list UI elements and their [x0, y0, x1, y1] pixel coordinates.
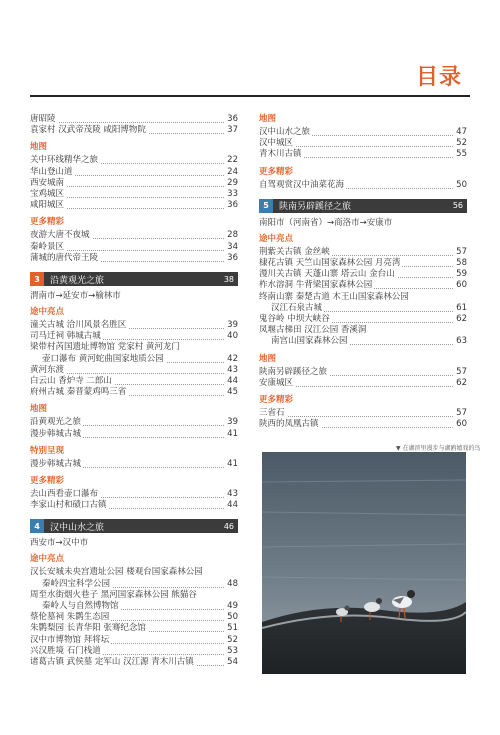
toc-entry-page: 57: [456, 246, 467, 257]
section-heading-highlights: 途中亮点: [259, 233, 294, 244]
chapter-bar-4[interactable]: [30, 519, 238, 533]
chapter-page: 46: [223, 521, 234, 531]
map-entries: [30, 155, 238, 211]
more-entries: [30, 230, 238, 264]
chapter-number: 3: [30, 272, 44, 286]
toc-entry[interactable]: [30, 646, 238, 657]
chapter-page: 38: [223, 274, 234, 284]
toc-entry-title: 鬼谷岭 中坝大峡谷: [259, 314, 330, 325]
toc-entry-title: 秦岭景区: [30, 241, 65, 252]
toc-entry-page: 44: [227, 500, 238, 511]
photo-gulls-on-shore: [262, 452, 466, 674]
more-entries: [259, 180, 467, 191]
toc-entry[interactable]: [30, 320, 238, 331]
top-entries: [30, 114, 238, 136]
toc-entry[interactable]: [30, 590, 238, 601]
toc-entry-page: 60: [456, 280, 467, 291]
toc-entry-page: 47: [456, 127, 467, 137]
photo-caption: ▼ 在湖滨里漫步与湖鸥嬉戏的鸟: [396, 445, 481, 452]
toc-entry[interactable]: [30, 253, 238, 264]
chapter-name: 陕南另辟蹊径之旅: [279, 202, 352, 213]
toc-entry[interactable]: [30, 417, 238, 428]
toc-entry-page: 37: [227, 125, 238, 136]
toc-entry-title: 安康城区: [259, 377, 294, 388]
section-heading-special: 特别呈现: [30, 445, 65, 456]
toc-entry-title: 关中环线精华之旅: [30, 155, 99, 166]
toc-entry-page: 52: [227, 634, 238, 645]
header-rule: [30, 95, 470, 97]
toc-entry-title: 终南山寨 秦楚古道 木王山国家森林公园: [259, 291, 409, 302]
toc-entry-page: 28: [227, 230, 238, 241]
chapter-number: 4: [30, 519, 44, 533]
toc-entry-page: 61: [456, 302, 467, 313]
toc-entry-title: 府州古城 秦晋蒙鸡鸣三省: [30, 387, 127, 398]
toc-entry[interactable]: [30, 354, 238, 365]
toc-entry-page: 43: [227, 489, 238, 500]
toc-entry[interactable]: [259, 408, 467, 419]
toc-entry-page: 41: [227, 428, 238, 439]
section-heading-more: 更多精彩: [30, 476, 65, 487]
toc-entry-title: 袁家村 汉武帝茂陵 咸阳博物院: [30, 125, 146, 136]
page-title: 目录: [415, 65, 462, 90]
toc-entry[interactable]: [259, 336, 467, 347]
toc-entry-page: 42: [227, 353, 238, 364]
section-heading-map: 地图: [30, 142, 48, 153]
toc-entry-title: 兴汉胜境 石门栈道: [30, 645, 101, 656]
chapter-route: 南阳市（河南省）→商洛市→安康市: [259, 217, 393, 228]
toc-entry[interactable]: [30, 429, 238, 440]
toc-entry[interactable]: [30, 579, 238, 590]
toc-entry-title: 周至水街烟火巷子 黑河国家森林公园 熊猫谷: [30, 589, 197, 600]
toc-entry[interactable]: [259, 138, 467, 149]
section-heading-more: 更多精彩: [30, 217, 65, 228]
section-heading-more: 更多精彩: [259, 166, 294, 177]
toc-entry[interactable]: [30, 365, 238, 376]
toc-entry[interactable]: [30, 612, 238, 623]
toc-entry[interactable]: [30, 459, 238, 470]
toc-entry[interactable]: [30, 178, 238, 189]
toc-entry-page: 62: [456, 314, 467, 325]
toc-entry[interactable]: [30, 200, 238, 211]
toc-entry[interactable]: [30, 657, 238, 668]
toc-entry-title: 秦岭四宝科学公园: [30, 579, 112, 589]
toc-entry[interactable]: [259, 303, 467, 314]
toc-entry-title: 荆紫关古镇 金丝峡: [259, 246, 330, 257]
section-heading-map: 地图: [30, 404, 48, 415]
toc-entry[interactable]: [30, 125, 238, 136]
section-heading-map: 地图: [259, 353, 277, 364]
toc-entry-title: 青木川古镇: [259, 149, 302, 160]
toc-entry-page: 51: [227, 623, 238, 634]
toc-entry-title: 漫步韩城古城: [30, 428, 82, 439]
toc-entry-title: 咸阳城区: [30, 200, 65, 211]
toc-entry-page: 43: [227, 364, 238, 375]
toc-entry-title: 潼关古城 洽川风景名胜区: [30, 320, 127, 331]
section-heading-more: 更多精彩: [259, 395, 294, 406]
chapter-bar-5[interactable]: [259, 199, 467, 213]
photo-image: [262, 452, 466, 674]
toc-entry[interactable]: [30, 387, 238, 398]
toc-entry[interactable]: [30, 242, 238, 253]
toc-entry[interactable]: [30, 489, 238, 500]
toc-entry-title: 沿黄观光之旅: [30, 417, 82, 428]
toc-entry-title: 司马迁祠 韩城古城: [30, 331, 101, 342]
toc-entry-page: 29: [227, 177, 238, 188]
toc-entry-title: 陕西的凤凰古镇: [259, 419, 319, 430]
toc-entry-title: 自驾观赏汉中油菜花海: [259, 179, 345, 190]
section-heading-map: 地图: [259, 114, 277, 124]
toc-entry[interactable]: [259, 419, 467, 430]
toc-entry-title: 南宫山国家森林公园: [259, 336, 350, 346]
toc-entry-title: 汉中城区: [259, 138, 294, 149]
toc-entry[interactable]: [259, 247, 467, 258]
toc-entry-title: 三省石: [259, 408, 285, 419]
map-entries: [259, 127, 467, 161]
toc-entry-page: 34: [227, 241, 238, 252]
toc-entry-title: 唐昭陵: [30, 114, 56, 124]
toc-entry-page: 33: [227, 189, 238, 200]
toc-entry-title: 白云山 香炉寺 二郎山: [30, 376, 112, 387]
toc-entry-page: 39: [227, 417, 238, 428]
toc-entry-title: 朱鹮梨园 长青华阳 张骞纪念馆: [30, 623, 146, 634]
toc-entry-title: 梁带村芮国遗址博物馆 党家村 黄河龙门: [30, 342, 180, 353]
toc-entry[interactable]: [30, 635, 238, 646]
highlight-entries: [259, 247, 467, 348]
toc-entry[interactable]: [30, 230, 238, 241]
toc-entry[interactable]: [30, 601, 238, 612]
toc-entry[interactable]: [30, 623, 238, 634]
toc-entry-page: 57: [456, 366, 467, 377]
toc-entry[interactable]: [30, 376, 238, 387]
toc-entry-title: 陕南另辟蹊径之旅: [259, 366, 328, 377]
toc-entry[interactable]: [259, 258, 467, 269]
toc-entry-title: 柞水溶洞 牛背梁国家森林公园: [259, 280, 373, 291]
toc-entry[interactable]: [259, 292, 467, 303]
chapter-number: 5: [259, 199, 273, 213]
toc-entry-page: 50: [456, 179, 467, 190]
toc-entry-page: 39: [227, 320, 238, 331]
toc-entry-title: 凤堰古梯田 汉江公园 香溪洞: [259, 325, 367, 336]
toc-entry-page: 36: [227, 200, 238, 211]
toc-entry[interactable]: [259, 149, 467, 160]
toc-entry-page: 50: [227, 612, 238, 623]
toc-entry-title: 秦岭人与自然博物馆: [30, 601, 121, 611]
toc-entry-page: 40: [227, 331, 238, 342]
section-heading-highlights: 途中亮点: [30, 307, 65, 318]
toc-entry[interactable]: [30, 167, 238, 178]
toc-entry-title: 西安城南: [30, 177, 65, 188]
toc-entry-page: 36: [227, 252, 238, 263]
toc-entry[interactable]: [259, 180, 467, 191]
toc-entry-title: 漫步韩城古城: [30, 458, 82, 469]
toc-entry[interactable]: [30, 189, 238, 200]
toc-entry[interactable]: [259, 367, 467, 378]
toc-entry-page: 22: [227, 155, 238, 166]
chapter-route: 西安市→汉中市: [30, 538, 89, 549]
toc-entry-page: 52: [456, 138, 467, 149]
toc-entry[interactable]: [259, 269, 467, 280]
toc-entry-title: 华山登山道: [30, 166, 73, 177]
toc-entry[interactable]: [259, 378, 467, 389]
more-entries: [30, 489, 238, 511]
toc-entry-title: 去山西看壶口瀑布: [30, 489, 99, 500]
toc-entry-title: 诸葛古镇 武侯墓 定军山 汉江源 青木川古镇: [30, 657, 194, 668]
map-entries: [30, 417, 238, 439]
toc-entry-page: 49: [227, 601, 238, 612]
toc-entry-page: 36: [227, 114, 238, 124]
toc-entry-page: 60: [456, 419, 467, 430]
toc-entry-page: 24: [227, 166, 238, 177]
toc-entry[interactable]: [30, 114, 238, 125]
toc-entry-page: 45: [227, 387, 238, 398]
toc-entry-page: 41: [227, 458, 238, 469]
special-entries: [30, 459, 238, 470]
toc-entry-title: 李家山村和碛口古镇: [30, 500, 107, 511]
chapter-name: 汉中山水之旅: [50, 522, 105, 533]
left-column: [30, 114, 238, 674]
toc-entry-title: 蒲城的唐代帝王陵: [30, 252, 99, 263]
toc-entry-title: 汉长安城未央宫遗址公园 楼观台国家森林公园: [30, 567, 203, 578]
chapter-bar-3[interactable]: [30, 272, 238, 286]
highlight-entries: [30, 567, 238, 668]
toc-entry[interactable]: [30, 342, 238, 353]
section-heading-highlights: 途中亮点: [30, 554, 65, 565]
toc-entry-page: 58: [456, 258, 467, 269]
toc-entry[interactable]: [30, 500, 238, 511]
toc-entry-title: 蔡伦墓祠 朱鹮生态园: [30, 612, 110, 623]
toc-entry-page: 48: [227, 578, 238, 589]
toc-entry-page: 63: [456, 336, 467, 347]
chapter-name: 沿黄观光之旅: [50, 275, 105, 286]
toc-entry[interactable]: [30, 331, 238, 342]
chapter-page: 56: [452, 201, 463, 211]
toc-entry-page: 57: [456, 408, 467, 419]
chapter-route: 渭南市→延安市→榆林市: [30, 291, 121, 302]
toc-entry[interactable]: [259, 325, 467, 336]
toc-entry-title: 棣花古镇 天竺山国家森林公园 月亮湾: [259, 258, 401, 269]
toc-entry-title: 宝鸡城区: [30, 189, 65, 200]
toc-entry-title: 黄河东渡: [30, 364, 65, 375]
toc-entry-title: 汉中市博物馆 拜将坛: [30, 634, 110, 645]
toc-entry-page: 54: [227, 657, 238, 668]
toc-entry-title: 夜游大唐不夜城: [30, 230, 90, 241]
toc-entry-title: 壶口瀑布 黄河蛇曲国家地质公园: [30, 354, 166, 364]
toc-entry-page: 44: [227, 376, 238, 387]
toc-entry[interactable]: [30, 567, 238, 578]
toc-entry[interactable]: [259, 280, 467, 291]
right-column: [259, 114, 467, 436]
toc-entry-title: 汉江石泉古城: [259, 303, 324, 313]
toc-entry[interactable]: [259, 127, 467, 138]
toc-entry[interactable]: [259, 314, 467, 325]
map-entries: [259, 367, 467, 389]
toc-entry-title: 汉中山水之旅: [259, 127, 311, 137]
toc-entry-page: 59: [456, 269, 467, 280]
highlight-entries: [30, 320, 238, 398]
more-entries: [259, 408, 467, 430]
toc-entry[interactable]: [30, 155, 238, 166]
toc-entry-page: 53: [227, 645, 238, 656]
toc-entry-page: 62: [456, 377, 467, 388]
toc-entry-page: 55: [456, 149, 467, 160]
toc-entry-title: 漫川关古镇 天蓬山寨 塔云山 金台山: [259, 269, 395, 280]
